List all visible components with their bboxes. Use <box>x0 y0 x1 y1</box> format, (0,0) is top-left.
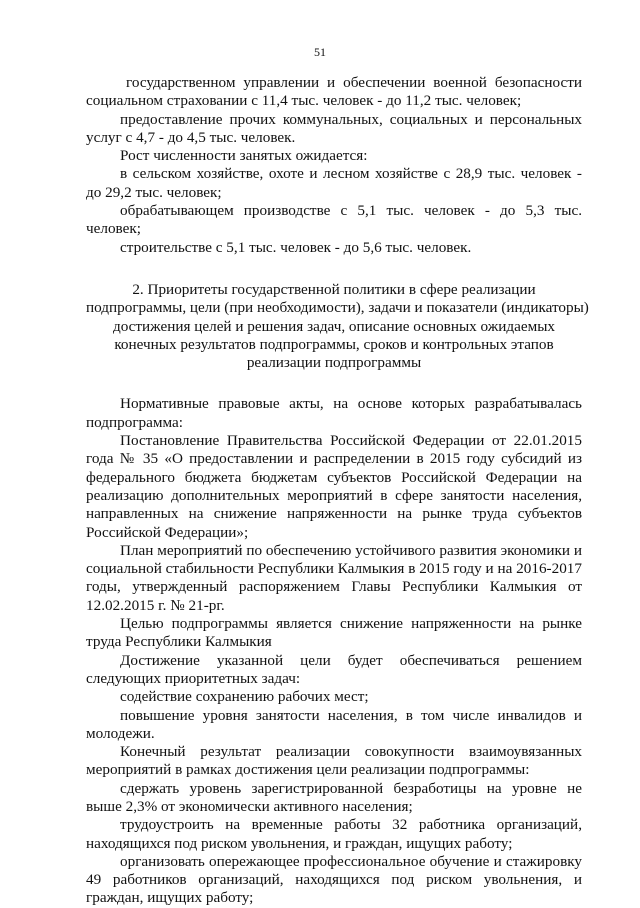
paragraph: организовать опережающее профессиональное обучение и стажировку 49 работников организаций, находящихся под риском увольнения, и граждан, ищущих работу; <box>86 852 582 907</box>
section-heading <box>86 280 589 372</box>
paragraph: государственном управлении и обеспечении военной безопасности социальном страховании с 11,4 тыс. человек - до 11,2 тыс. человек; <box>86 74 582 110</box>
section-heading-line: достижения целей и решения задач, описание основных ожидаемых <box>112 317 556 335</box>
paragraph: сдержать уровень зарегистрированной безработицы на уровне не выше 2,3% от экономически активного населения; <box>86 779 582 815</box>
paragraph: содействие сохранению рабочих мест; <box>120 688 369 706</box>
paragraph: Конечный результат реализации совокупности взаимоувязанных мероприятий в рамках достижения цели реализации подпрограммы: <box>86 743 582 779</box>
paragraph: обрабатывающем производстве с 5,1 тыс. человек - до 5,3 тыс. человек; <box>86 202 582 238</box>
section-heading-line: конечных результатов подпрограммы, сроков и контрольных этапов <box>114 335 554 353</box>
paragraph: в сельском хозяйстве, охоте и лесном хозяйстве с 28,9 тыс. человек - до 29,2 тыс. человек; <box>86 165 582 201</box>
paragraph: Рост численности занятых ожидается: <box>120 147 368 165</box>
paragraph: предоставление прочих коммунальных, социальных и персональных услуг с 4,7 - до 4,5 тыс. человек. <box>86 110 582 146</box>
paragraph: трудоустроить на временные работы 32 работника организаций, находящихся под риском увольнения, и граждан, ищущих работу; <box>86 816 582 852</box>
section-heading-line: подпрограммы, цели (при необходимости), задачи и показатели (индикаторы) <box>86 299 589 317</box>
paragraph: повышение уровня занятости населения, в том числе инвалидов и молодежи. <box>86 706 582 742</box>
section-heading-line: 2. Приоритеты государственной политики в сфере реализации <box>132 280 536 298</box>
paragraph: Целью подпрограммы является снижение напряженности на рынке труда Республики Калмыкия <box>86 615 582 651</box>
paragraph: План мероприятий по обеспечению устойчивого развития экономики и социальной стабильности Республики Калмыкия в 2015 году и на 2016-2017 годы, утвержденный распоряжением Главы Республики Калмыкия от 12.02.2015 г. № 21-рг. <box>86 541 582 614</box>
page-number: 51 <box>314 45 326 59</box>
paragraph: Достижение указанной цели будет обеспечиваться решением следующих приоритетных задач: <box>86 651 582 687</box>
page-content <box>86 74 589 908</box>
paragraph: Постановление Правительства Российской Федерации от 22.01.2015 года № 35 «О предоставлении и распределении в 2015 году субсидий из федерального бюджета бюджетам субъектов Российской Федерации на реализацию дополнительных мероприятий в сфере занятости населения, направленных на снижение напряженности на рынке труда субъектов Российской Федерации»; <box>86 432 582 541</box>
paragraph: Нормативные правовые акты, на основе которых разрабатывалась подпрограмма: <box>86 395 582 431</box>
section-heading-line: реализации подпрограммы <box>246 354 422 372</box>
paragraph: строительстве с 5,1 тыс. человек - до 5,6 тыс. человек. <box>120 238 472 256</box>
